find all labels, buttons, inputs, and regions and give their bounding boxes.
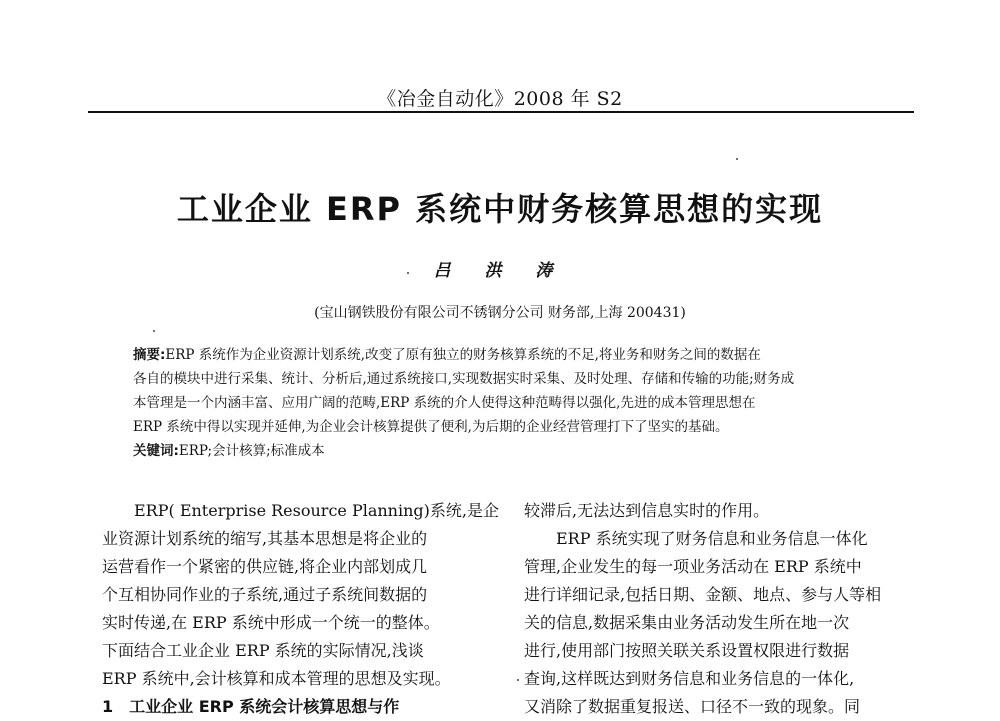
paragraph-line: 进行,使用部门按照关联关系设置权限进行数据 bbox=[524, 641, 850, 660]
article-affiliation: (宝山钢铁股份有限公司不锈钢分公司 财务部,上海 200431) bbox=[314, 305, 686, 321]
journal-header: 《冶金自动化》2008 年 S2 bbox=[377, 88, 623, 110]
paragraph-line: 进行详细记录,包括日期、金额、地点、参与人等相 bbox=[524, 585, 882, 604]
scan-speck bbox=[153, 330, 155, 332]
paragraph-line: 业资源计划系统的缩写,其基本思想是将企业的 bbox=[102, 529, 428, 548]
keywords-line bbox=[133, 439, 883, 463]
keywords-label: 关键词: bbox=[133, 443, 179, 459]
paragraph-line: 运营看作一个紧密的供应链,将企业内部划成几 bbox=[102, 557, 428, 576]
paragraph-line: 个互相协同作业的子系统,通过子系统间数据的 bbox=[102, 585, 428, 604]
paragraph-line: 实时传递,在 ERP 系统中形成一个统一的整体。 bbox=[102, 613, 440, 632]
paragraph-line: ERP( Enterprise Resource Planning)系统,是企 bbox=[134, 501, 499, 520]
paragraph-line: 查询,这样既达到财务信息和业务信息的一体化, bbox=[524, 669, 855, 688]
paragraph-line: 较滞后,无法达到信息实时的作用。 bbox=[524, 501, 770, 520]
paragraph-line: ERP 系统中,会计核算和成本管理的思想及实现。 bbox=[102, 669, 451, 688]
scan-speck bbox=[517, 679, 519, 681]
abstract-line: ERP 系统中得以实现并延伸,为企业会计核算提供了便利,为后期的企业经营管理打下了坚实的基础。 bbox=[133, 419, 729, 435]
article-author: 吕 洪 涛 bbox=[433, 261, 567, 281]
section-heading: 1 工业企业 ERP 系统会计核算思想与作 bbox=[102, 697, 400, 716]
paragraph-line: 又消除了数据重复报送、口径不一致的现象。同 bbox=[524, 697, 861, 716]
scan-speck bbox=[736, 158, 738, 160]
header-rule bbox=[88, 111, 914, 113]
keywords-text: ERP;会计核算;标准成本 bbox=[178, 443, 325, 459]
abstract-block bbox=[133, 343, 883, 463]
abstract-line bbox=[133, 343, 883, 367]
paragraph-line: ERP 系统实现了财务信息和业务信息一体化 bbox=[556, 529, 868, 548]
scan-speck bbox=[407, 272, 409, 274]
body-column-right bbox=[524, 497, 916, 721]
abstract-label: 摘要: bbox=[133, 347, 166, 363]
paragraph-line: 下面结合工业企业 ERP 系统的实际情况,浅谈 bbox=[102, 641, 424, 660]
paragraph-line: 关的信息,数据采集由业务活动发生所在地一次 bbox=[524, 613, 850, 632]
paragraph-line: 管理,企业发生的每一项业务活动在 ERP 系统中 bbox=[524, 557, 862, 576]
article-title: 工业企业 ERP 系统中财务核算思想的实现 bbox=[176, 190, 824, 228]
abstract-text: ERP 系统作为企业资源计划系统,改变了原有独立的财务核算系统的不足,将业务和财务之间的数据在 bbox=[165, 347, 761, 363]
body-column-left bbox=[102, 497, 499, 721]
abstract-line: 本管理是一个内涵丰富、应用广阔的范畴,ERP 系统的介人使得这种范畴得以强化,先进的成本管理思想在 bbox=[133, 395, 756, 411]
abstract-line: 各自的模块中进行采集、统计、分析后,通过系统接口,实现数据实时采集、及时处理、存储和传输的功能;财务成 bbox=[133, 371, 795, 387]
